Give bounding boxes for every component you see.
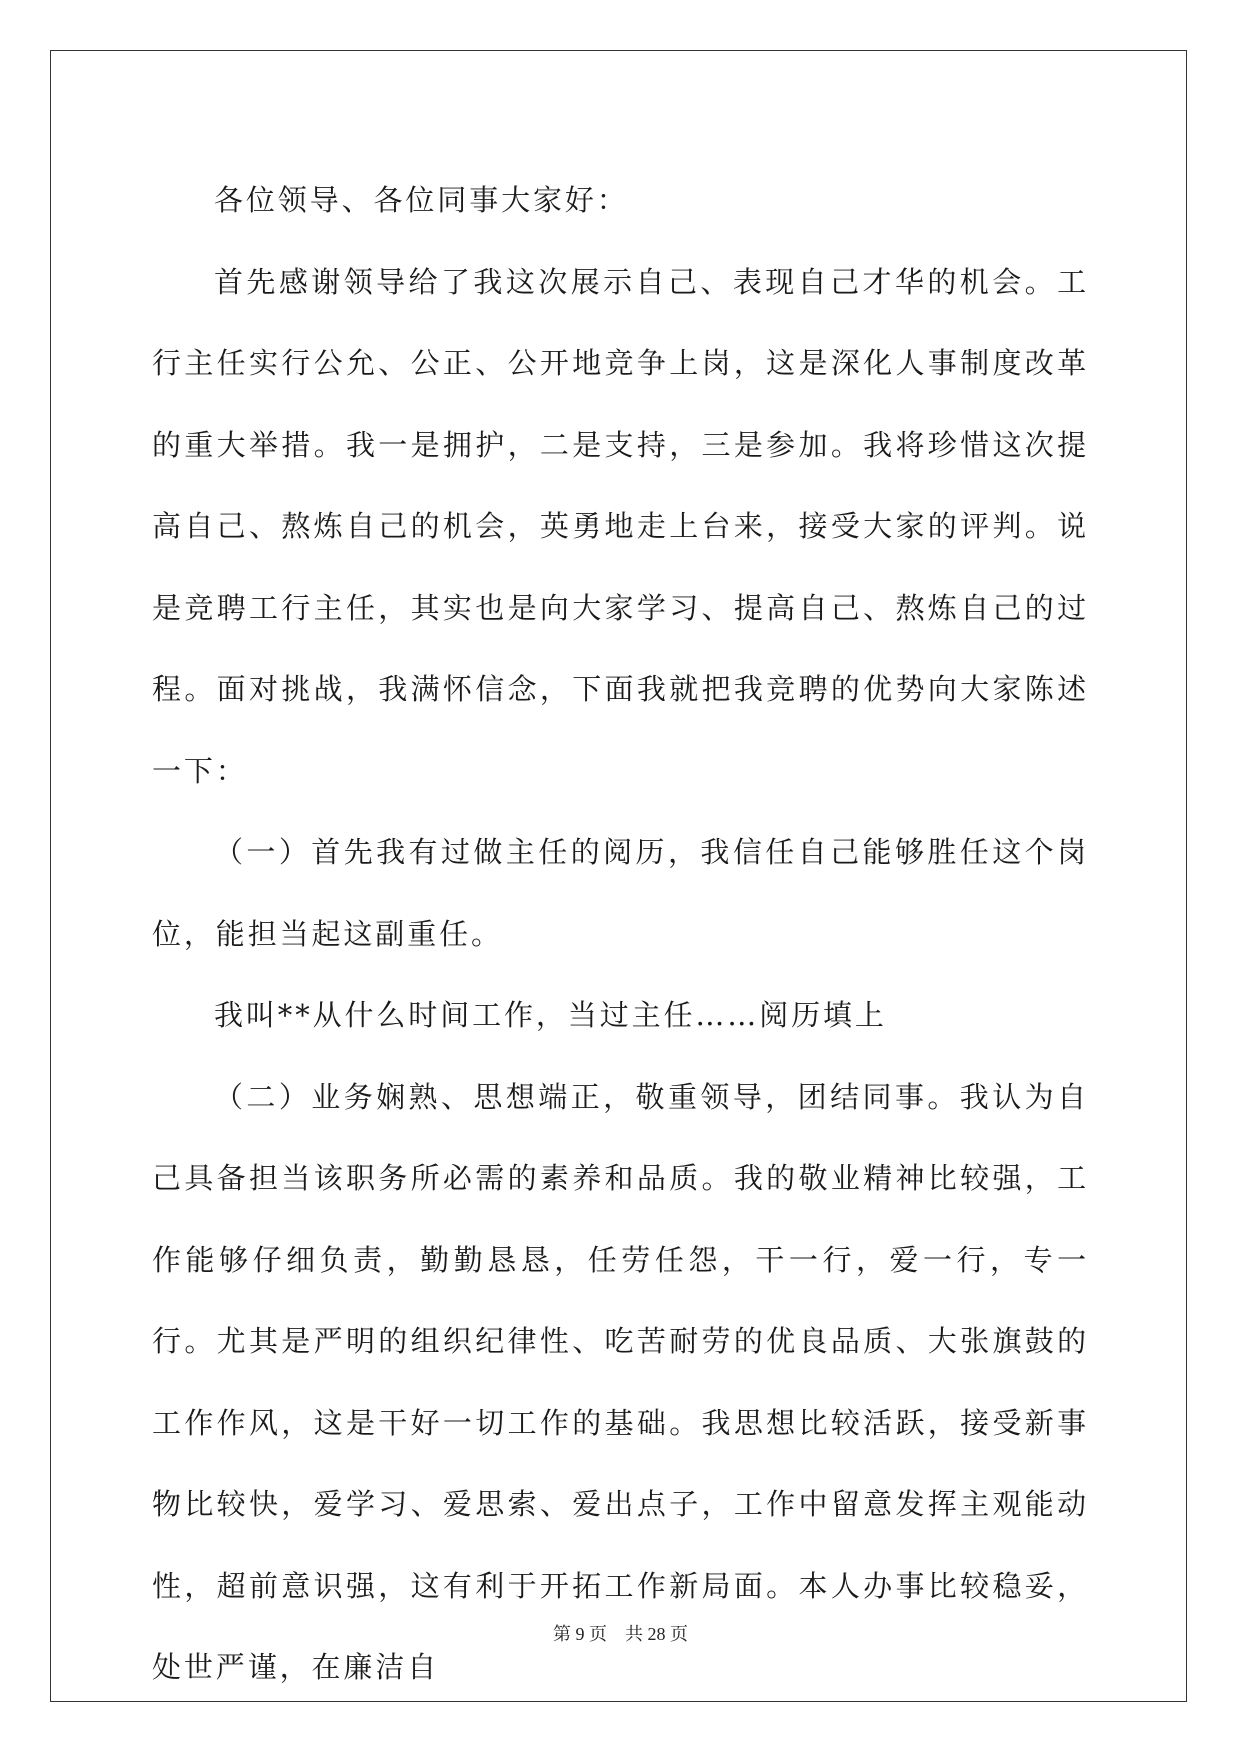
- document-body: [152, 160, 1089, 1709]
- greeting-paragraph: 各位领导、各位同事大家好：: [214, 183, 629, 217]
- body-paragraph: （二）业务娴熟、思想端正，敬重领导，团结同事。我认为自己具备担当该职务所必需的素养和品质。我的敬业精神比较强，工作能够仔细负责，勤勤恳恳，任劳任怨，干一行，爱一行，专一行。尤其是严明的组织纪律性、吃苦耐劳的优良品质、大张旗鼓的工作作风，这是干好一切工作的基础。我思想比较活跃，接受新事物比较快，爱学习、爱思索、爱出点子，工作中留意发挥主观能动性，超前意识强，这有利于开拓工作新局面。本人办事比较稳妥，处世严谨，在廉洁自: [152, 1079, 1089, 1684]
- body-paragraph: 首先感谢领导给了我这次展示自己、表现自己才华的机会。工行主任实行公允、公正、公开地竞争上岗，这是深化人事制度改革的重大举措。我一是拥护，二是支持，三是参加。我将珍惜这次提高自己、熬炼自己的机会，英勇地走上台来，接受大家的评判。说是竞聘工行主任，其实也是向大家学习、提高自己、熬炼自己的过程。面对挑战，我满怀信念，下面我就把我竞聘的优势向大家陈述一下：: [152, 264, 1089, 788]
- page-number: 第 9 页 共 28 页: [553, 1624, 688, 1644]
- body-paragraph: 我叫**从什么时间工作，当过主任……阅历填上: [214, 998, 887, 1032]
- page-footer: [0, 1620, 1241, 1646]
- body-paragraph: （一）首先我有过做主任的阅历，我信任自己能够胜任这个岗位，能担当起这副重任。: [152, 835, 1089, 951]
